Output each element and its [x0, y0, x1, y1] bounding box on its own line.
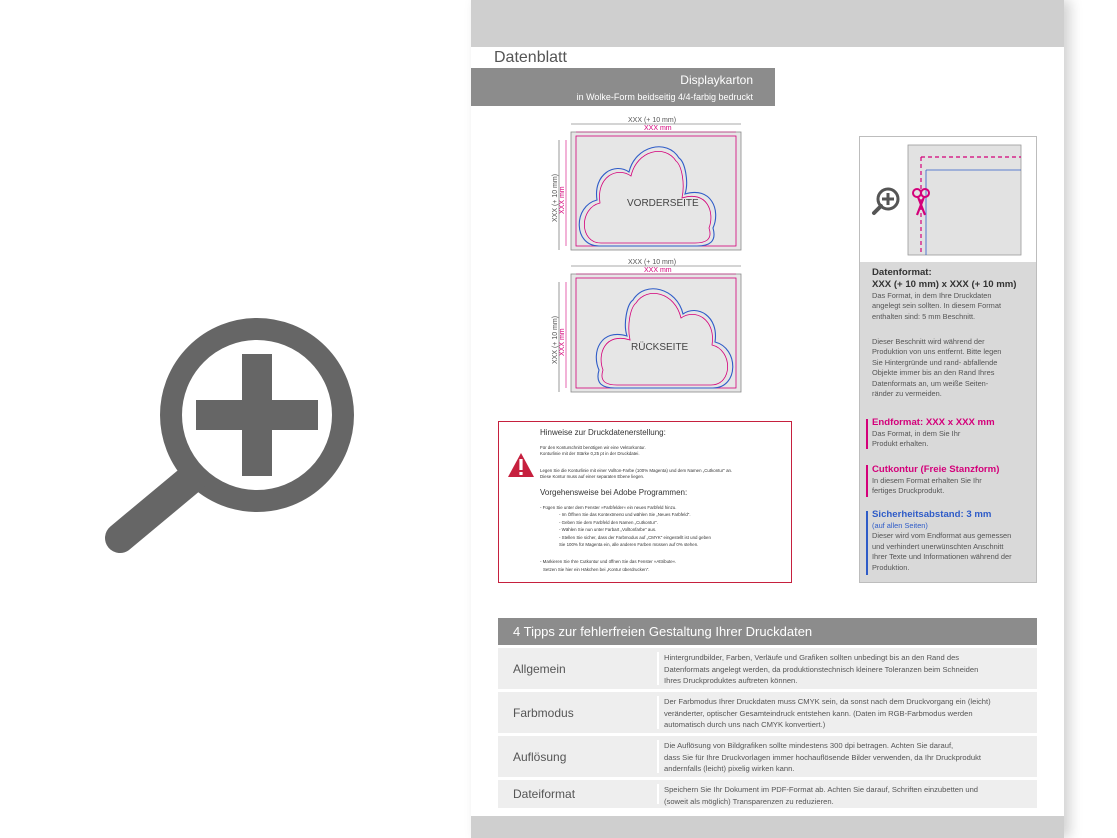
- hint-step: - Geben Sie dem Farbfeld den Namen „Cutkontur".: [559, 520, 658, 525]
- hints-title: Hinweise zur Druckdatenerstellung:: [540, 428, 666, 437]
- back-side-diagram: [549, 256, 749, 398]
- product-subtitle: in Wolke-Form beidseitig 4/4-farbig bedruckt: [576, 92, 753, 102]
- zoom-in-icon[interactable]: [874, 189, 898, 213]
- hint-step: - Markieren Sie Ihre Cutkontur und öffnen Sie das Fenster »Attribute«.: [540, 559, 677, 564]
- safety-subtitle: (auf allen Seiten): [872, 521, 928, 530]
- corner-detail-graphic: [860, 137, 1036, 262]
- tip-text: [664, 696, 1026, 731]
- datasheet-page: [471, 0, 1064, 838]
- corner-detail: [860, 137, 1036, 262]
- hint-text: Diese Kontur muss auf einer separaten Ebene liegen.: [540, 474, 645, 479]
- cutkontur-accent: [866, 465, 868, 497]
- info-line: Produktion.: [872, 562, 910, 572]
- dim-outer-width: XXX (+ 10 mm): [628, 117, 677, 124]
- hints-subtitle: Vorgehensweise bei Adobe Programmen:: [540, 488, 688, 497]
- tip-line: Hintergrundbilder, Farben, Verläufe und Grafiken sollten unbedingt bis an den Rand des: [664, 653, 960, 662]
- warning-icon: [507, 452, 535, 478]
- product-header: [471, 68, 775, 106]
- back-label: RÜCKSEITE: [631, 342, 689, 353]
- tip-line: Die Auflösung von Bildgrafiken sollte mindestens 300 dpi betragen. Achten Sie darauf,: [664, 741, 954, 750]
- bottom-band: [471, 816, 1064, 838]
- hint-step: - Im Öffnen Sie das Kontextmenü und wählen Sie „Neues Farbfeld".: [559, 512, 691, 517]
- dim-outer-height: XXX (+ 10 mm): [552, 173, 559, 222]
- safety-section: [872, 509, 1032, 573]
- front-side-diagram: [549, 114, 749, 254]
- hint-step: - Wählen Sie nun unter Farbart „Volltonfarbe" aus.: [559, 527, 657, 532]
- dim-outer-width: XXX (+ 10 mm): [628, 259, 677, 266]
- tip-line: Speichern Sie Ihr Dokument im PDF-Format ab. Achten Sie darauf, Schriften einzubetten und: [664, 785, 979, 794]
- tip-line: automatisch durch uns nach CMYK konvertiert.): [664, 720, 826, 729]
- info-line: Datenformats an, um weiße Seiten-: [872, 378, 989, 388]
- cutkontur-section: [872, 464, 1032, 497]
- tip-name: Allgemein: [513, 661, 566, 676]
- tip-line: veränderter, optischer Gesamteindruck entstehen kann. (Daten im RGB-Farbmodus werden: [664, 708, 973, 718]
- tips-heading: 4 Tipps zur fehlerfreien Gestaltung Ihrer Druckdaten: [498, 618, 1037, 645]
- tip-text: [664, 784, 1026, 807]
- hint-text: Legen Sie die Konturlinie mit einer Vollton-Farbe (100% Magenta) und dem Namen „Cutkontur" an.: [540, 468, 733, 473]
- tip-line: (soweit als möglich) Transparenzen zu reduzieren.: [664, 796, 834, 806]
- info-line: enthalten sind: 5 mm Beschnitt.: [872, 311, 976, 321]
- hint-step: - Fügen Sie unter dem Fenster »Farbfelder« ein neues Farbfeld hinzu.: [540, 505, 677, 510]
- tip-name: Farbmodus: [513, 705, 574, 720]
- endformat-accent: [866, 419, 868, 449]
- dim-inner-height: XXX mm: [559, 328, 566, 356]
- datenformat-section: [872, 267, 1032, 322]
- info-line: Dieser wird vom Endformat aus gemessen: [872, 531, 1012, 541]
- tip-line: Ihres Druckproduktes auftreten können.: [664, 676, 798, 685]
- tip-divider: [657, 740, 659, 773]
- front-label: VORDERSEITE: [627, 198, 699, 209]
- datenformat-size: XXX (+ 10 mm) x XXX (+ 10 mm): [872, 279, 1017, 290]
- zoom-in-icon[interactable]: [100, 318, 358, 554]
- dim-inner-width: XXX mm: [644, 125, 672, 132]
- datasheet-tab: Datenblatt: [471, 47, 590, 69]
- hint-text: Konturlinie mit der Stärke 0,25 pt in der Druckdatei.: [540, 451, 640, 456]
- info-line: ränder zu vermeiden.: [872, 389, 942, 399]
- tip-name: Auflösung: [513, 749, 567, 764]
- hint-step: Setzen Sie hier ein Häkchen bei „Kontur überdrucken".: [543, 567, 650, 572]
- info-line: Objekte immer bis an den Rand Ihres: [872, 368, 995, 378]
- tip-row: [498, 736, 1037, 777]
- tip-line: Datenformats angelegt werden, da produktionstechnisch kleinere Toleranzen beim Schneiden: [664, 664, 979, 674]
- info-line: fertiges Druckprodukt.: [872, 486, 945, 496]
- format-info-box: [859, 136, 1037, 583]
- tips-table: [498, 618, 1037, 808]
- tip-line: Der Farbmodus Ihrer Druckdaten muss CMYK sein, da sonst nach dem Druckvorgang ein (leicht): [664, 697, 991, 706]
- info-line: Dieser Beschnitt wird während der: [872, 337, 985, 346]
- safety-accent: [866, 511, 868, 575]
- tip-row: [498, 780, 1037, 808]
- hint-step: - Stellen Sie sicher, dass der Farbmodus auf „CMYK" eingestellt ist und geben: [559, 535, 711, 540]
- info-line: Sie Hintergründe und rand- abfallende: [872, 357, 998, 367]
- dim-inner-width: XXX mm: [644, 267, 672, 274]
- dim-outer-height: XXX (+ 10 mm): [552, 315, 559, 364]
- endformat-title: Endformat: XXX x XXX mm: [872, 417, 995, 428]
- tip-row: [498, 648, 1037, 689]
- info-line: Produktion von uns entfernt. Bitte legen: [872, 347, 1002, 357]
- safety-title: Sicherheitsabstand: 3 mm: [872, 509, 992, 520]
- info-line: und verhindert unerwünschten Anschnitt: [872, 541, 1004, 551]
- endformat-section: [872, 417, 1032, 450]
- tip-text: [664, 740, 1026, 775]
- info-line: Das Format, in dem Sie Ihr: [872, 429, 961, 438]
- info-line: Ihrer Texte und Informationen während der: [872, 552, 1012, 562]
- beschnitt-section: [872, 337, 1032, 399]
- tip-divider: [657, 652, 659, 685]
- tip-divider: [657, 784, 659, 804]
- cutkontur-title: Cutkontur (Freie Stanzform): [872, 464, 1000, 475]
- datenformat-title: Datenformat:: [872, 267, 932, 278]
- tip-line: dass Sie für Ihre Druckvorlagen immer hochauflösende Bilder verwenden, da Ihr Druckprodukt: [664, 752, 981, 762]
- print-hints-box: [498, 421, 792, 583]
- tip-divider: [657, 696, 659, 729]
- info-line: Produkt erhalten.: [872, 439, 929, 449]
- tip-name: Dateiformat: [513, 787, 576, 801]
- tip-line: andernfalls (leicht) pixelig wirken kann.: [664, 764, 795, 773]
- product-title: Displaykarton: [680, 73, 753, 87]
- info-line: Das Format, in dem Ihre Druckdaten: [872, 291, 992, 300]
- dim-inner-height: XXX mm: [559, 186, 566, 214]
- tip-row: [498, 692, 1037, 733]
- hint-text: Für den Konturschnitt benötigen wir eine Vektorkontur.: [540, 445, 646, 450]
- info-line: angelegt sein sollten. In diesem Format: [872, 301, 1001, 311]
- top-band: [471, 0, 1064, 47]
- info-line: In diesem Format erhalten Sie Ihr: [872, 476, 982, 485]
- tip-text: [664, 652, 1026, 687]
- hint-step: Sie 100% für Magenta ein, alle anderen Farben müssen auf 0% stehen.: [559, 542, 699, 547]
